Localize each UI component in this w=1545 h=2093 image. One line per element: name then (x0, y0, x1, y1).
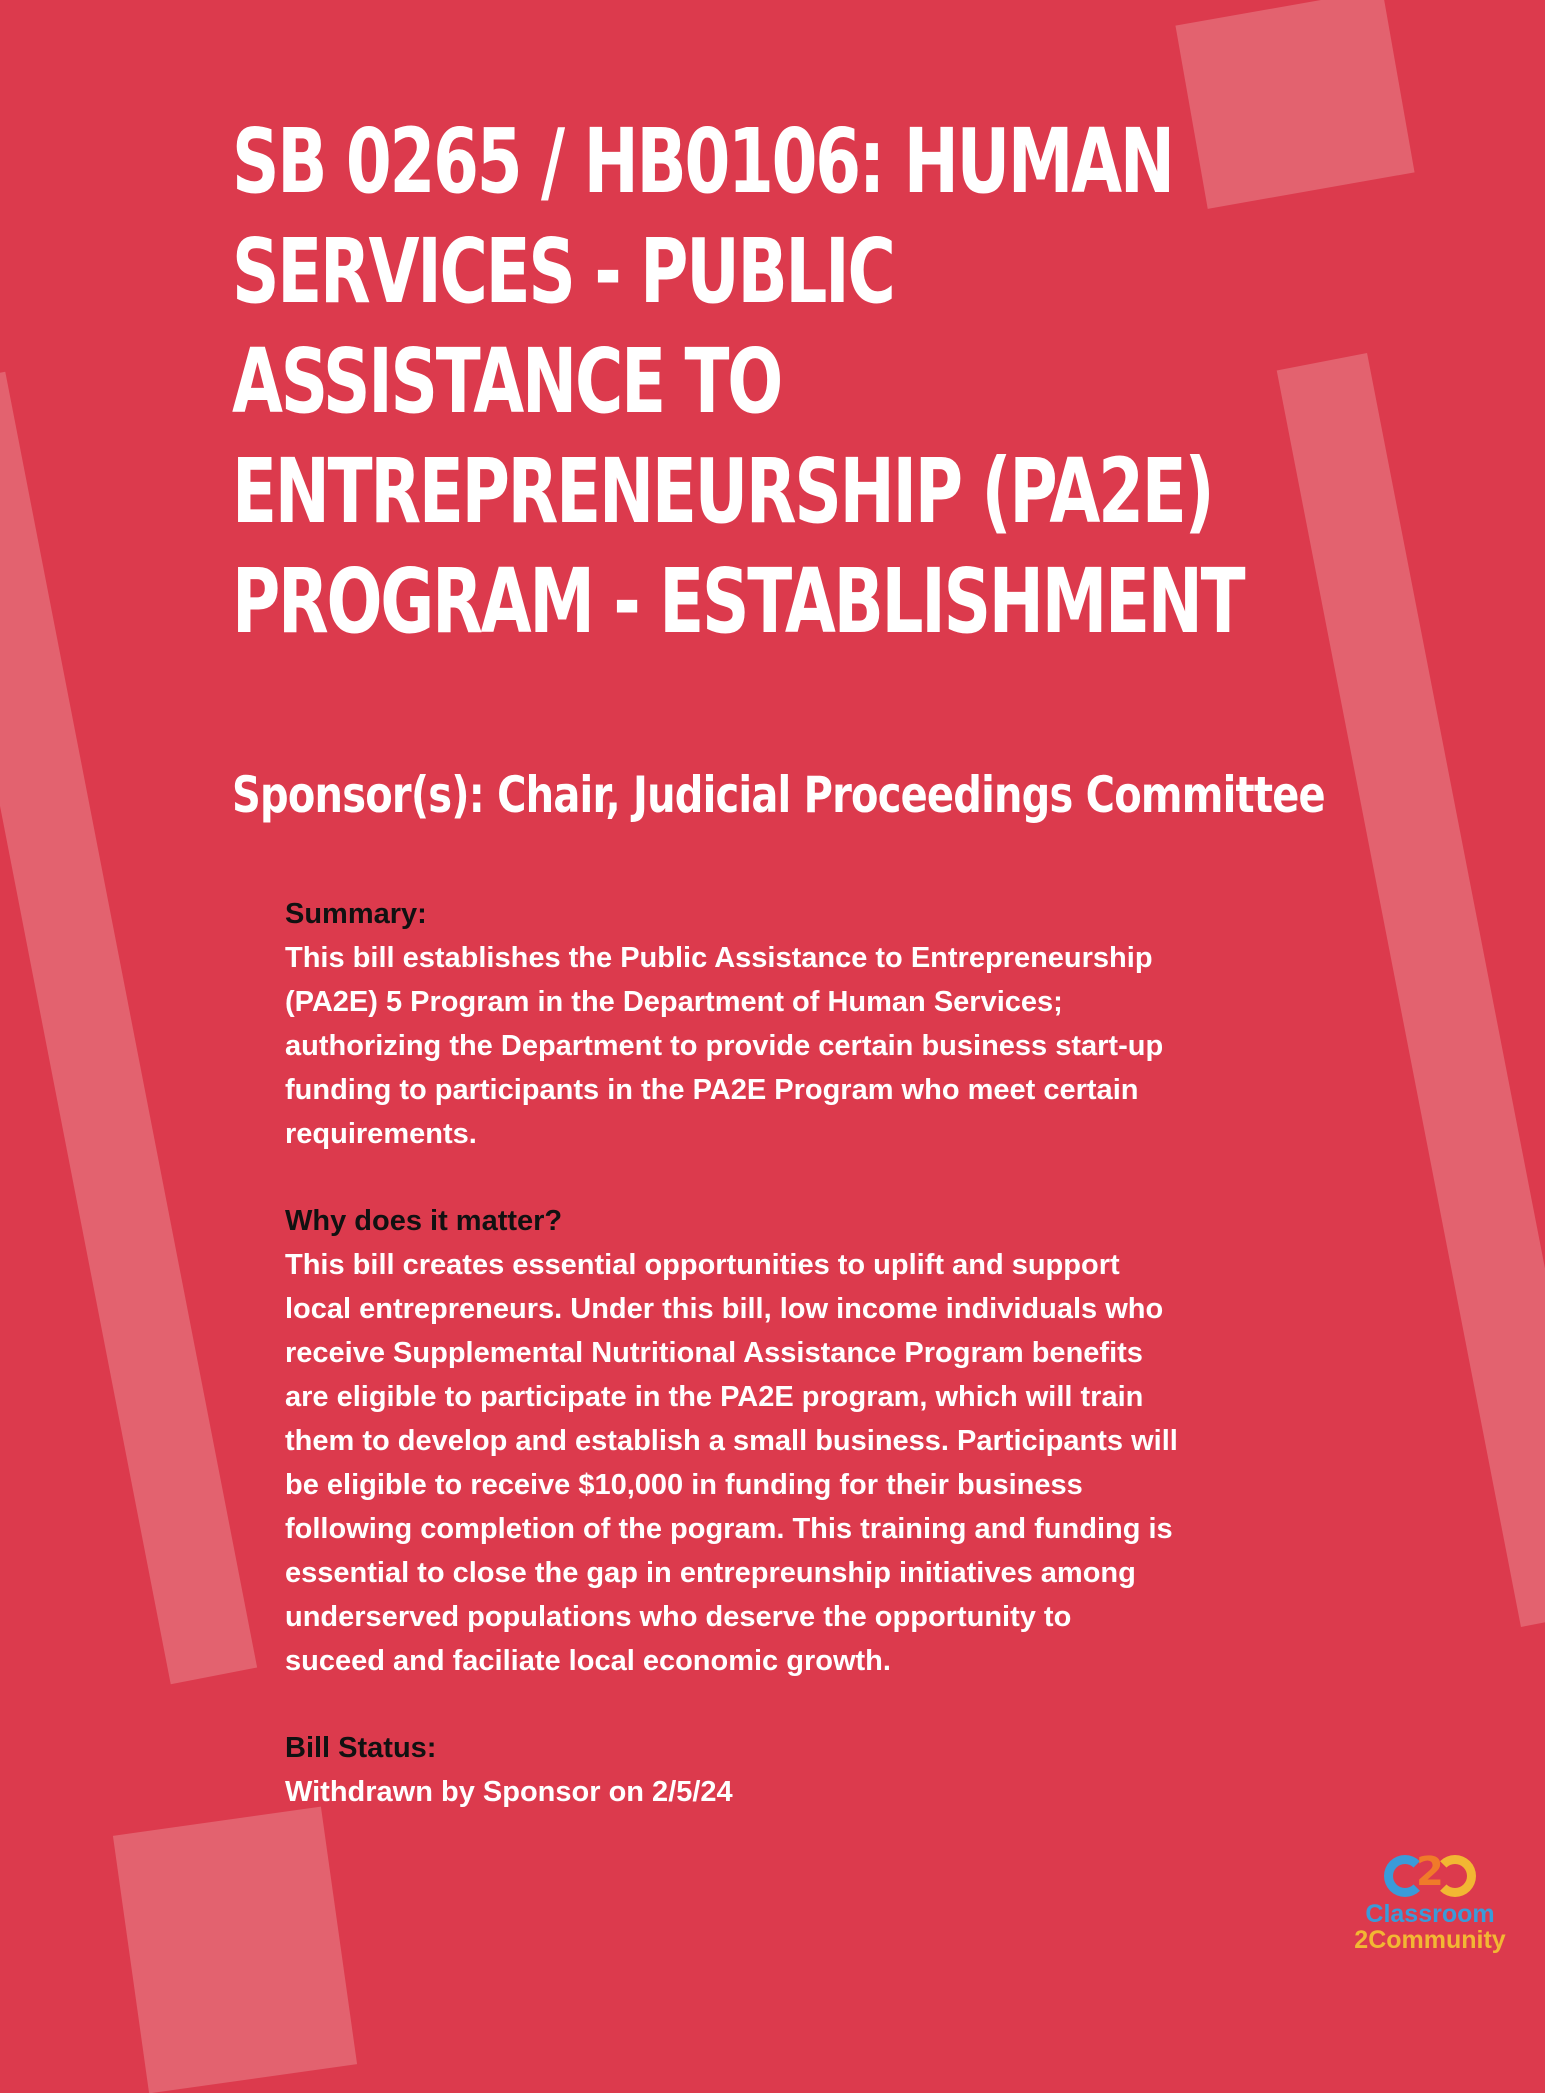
page-title (232, 106, 1244, 656)
why-line: suceed and faciliate local economic growth. (285, 1645, 891, 1677)
why-text (285, 1243, 1285, 1683)
status-text: Withdrawn by Sponsor on 2/5/24 (285, 1776, 733, 1808)
why-line: receive Supplemental Nutritional Assistance Program benefits (285, 1337, 1143, 1369)
why-line: essential to close the gap in entrepreunship initiatives among (285, 1557, 1136, 1589)
title-line: PROGRAM - ESTABLISHMENT (232, 549, 1244, 653)
logo-text-line1: Classroom (1365, 1900, 1495, 1928)
title-line: ASSISTANCE TO (232, 329, 782, 433)
why-line: are eligible to participate in the PA2E program, which will train (285, 1381, 1144, 1413)
decorative-stripe-left (0, 372, 257, 1685)
why-line: underserved populations who deserve the opportunity to (285, 1601, 1072, 1633)
why-heading: Why does it matter? (285, 1205, 563, 1237)
status-heading: Bill Status: (285, 1732, 437, 1764)
why-line: This bill creates essential opportunities to uplift and support (285, 1249, 1120, 1281)
spacer (285, 1683, 1285, 1726)
sponsor-line: Sponsor(s): Chair, Judicial Proceedings Committee (232, 766, 1325, 824)
why-line: local entrepreneurs. Under this bill, low income individuals who (285, 1293, 1164, 1325)
why-line: following completion of the pogram. This training and funding is (285, 1513, 1173, 1545)
summary-line: requirements. (285, 1118, 477, 1150)
title-line: ENTREPRENEURSHIP (PA2E) (232, 439, 1213, 543)
logo-text-line2: 2Community (1354, 1926, 1506, 1954)
decorative-block-top-right (1175, 0, 1414, 209)
classroom2community-logo (1340, 1849, 1520, 1954)
summary-text (285, 936, 1285, 1156)
title-line: SERVICES - PUBLIC (232, 219, 894, 323)
summary-line: funding to participants in the PA2E Program who meet certain (285, 1074, 1139, 1106)
decorative-stripe-right (1277, 353, 1545, 1627)
summary-heading: Summary: (285, 898, 427, 930)
title-line: SB 0265 / HB0106: HUMAN (232, 109, 1173, 213)
logo-c-right-icon (1434, 1855, 1476, 1897)
bill-details (285, 892, 1285, 1814)
logo-mark-icon (1340, 1849, 1520, 1901)
summary-line: authorizing the Department to provide certain business start-up (285, 1030, 1164, 1062)
summary-line: (PA2E) 5 Program in the Department of Human Services; (285, 986, 1063, 1018)
why-line: be eligible to receive $10,000 in funding for their business (285, 1469, 1083, 1501)
logo-mark-numeral: 2 (1416, 1849, 1444, 1895)
spacer (285, 1156, 1285, 1199)
why-line: them to develop and establish a small business. Participants will (285, 1425, 1178, 1457)
decorative-block-bottom-left (113, 1807, 357, 2093)
summary-line: This bill establishes the Public Assistance to Entrepreneurship (285, 942, 1153, 974)
